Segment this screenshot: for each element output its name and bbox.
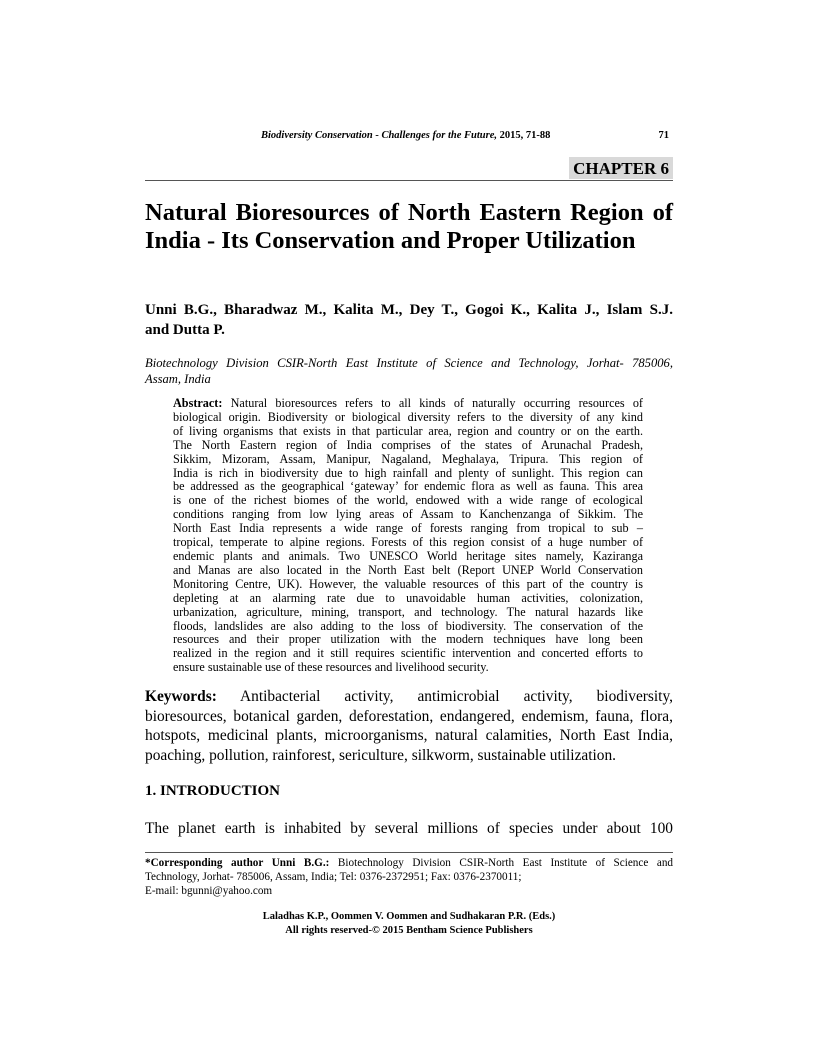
keywords-line: hotspots, medicinal plants, microorganisms, natural calamities, North East India,	[145, 727, 673, 744]
authors-line: and Dutta P.	[145, 322, 225, 338]
abstract-line: North East India represents a wide range of forests ranging from tropical to sub –	[173, 521, 643, 536]
abstract-line: is one of the richest biomes of the world, endowed with a wide range of ecological	[173, 493, 643, 508]
footnote	[145, 856, 673, 898]
journal-details: 2015, 71-88	[496, 130, 551, 141]
abstract-line: Sikkim, Mizoram, Assam, Manipur, Nagaland, Meghalaya, Tripura. This region of	[173, 451, 643, 466]
title-line: India - Its Conservation and Proper Utilization	[145, 227, 636, 254]
footnote-text: Biotechnology Division CSIR-North East Institute of Science and	[329, 857, 674, 869]
section-heading: 1. INTRODUCTION	[145, 783, 281, 799]
affiliation	[145, 355, 673, 387]
editors-line: Laladhas K.P., Oommen V. Oommen and Sudhakaran P.R. (Eds.)	[262, 911, 556, 922]
abstract-line: tropical, temperate to alpine regions. Forests of this region consist of a huge number of	[173, 535, 643, 550]
keywords-line	[145, 687, 673, 707]
chapter-label: CHAPTER 6	[569, 157, 673, 179]
title-line: Natural Bioresources of North Eastern Region of	[145, 199, 673, 226]
abstract-line: be addressed as the geographical ‘gateway’ for endemic flora as well as fauna. This area	[173, 479, 643, 494]
abstract-body	[173, 411, 643, 675]
abstract-line: India is rich in biodiversity due to high rainfall and plenty of sunlight. This region can	[173, 465, 643, 480]
running-head-citation	[261, 130, 550, 141]
abstract	[173, 397, 643, 675]
footnote-line: Technology, Jorhat- 785006, Assam, India; Tel: 0376-2372951; Fax: 0376-2370011;	[145, 871, 522, 883]
footnote-rule	[145, 852, 673, 853]
keywords-line: bioresources, botanical garden, deforestation, endangered, endemism, fauna, flora,	[145, 707, 673, 725]
running-head	[145, 130, 673, 144]
abstract-line: of living organisms that exists in that particular area, region and country or on the earth.	[173, 423, 643, 438]
body-text-line: The planet earth is inhabited by several millions of species under about 100	[145, 820, 673, 837]
affiliation-line: Assam, India	[145, 372, 211, 386]
abstract-line: floods, landslides are also adding to the loss of biodiversity. The conservation of the	[173, 618, 643, 633]
affiliation-line: Biotechnology Division CSIR-North East Institute of Science and Technology, Jorhat- 785006,	[145, 356, 673, 370]
abstract-line: endemic plants and animals. Two UNESCO World heritage sites namely, Kaziranga	[173, 548, 643, 563]
keywords-label: Keywords:	[145, 688, 217, 705]
abstract-line: conditions ranging from low lying areas of Assam to Kanchenzanga of Sikkim. The	[173, 507, 643, 522]
abstract-line: urbanization, agriculture, mining, transport, and technology. The natural hazards like	[173, 604, 643, 619]
footnote-label: *Corresponding author Unni B.G.:	[145, 857, 330, 869]
keywords-text: Antibacterial activity, antimicrobial activity, biodiversity,	[216, 688, 673, 705]
abstract-label: Abstract:	[173, 396, 223, 410]
footnote-line	[145, 856, 673, 870]
journal-name: Biodiversity Conservation - Challenges for the Future,	[261, 130, 497, 141]
header-rule	[145, 180, 673, 181]
paper-title	[145, 199, 673, 255]
authors	[145, 300, 673, 340]
authors-line: Unni B.G., Bharadwaz M., Kalita M., Dey T., Gogoi K., Kalita J., Islam S.J.	[145, 302, 673, 318]
abstract-line: ensure sustainable use of these resources and livelihood security.	[173, 660, 489, 675]
abstract-text: Natural bioresources refers to all kinds of naturally occurring resources of	[222, 396, 643, 410]
publisher-footer	[145, 910, 673, 937]
abstract-line: The North Eastern region of India comprises of the states of Arunachal Pradesh,	[173, 437, 643, 452]
keywords-line: poaching, pollution, rainforest, sericulture, silkworm, sustainable utilization.	[145, 746, 617, 764]
abstract-line: resources and their proper utilization with the modern techniques have long been	[173, 632, 643, 647]
abstract-line: realized in the region and it still requires scientific intervention and concerted efforts to	[173, 646, 643, 661]
page-number: 71	[658, 130, 669, 141]
footnote-line: E-mail: bgunni@yahoo.com	[145, 885, 273, 897]
abstract-line: depleting at an alarming rate due to unavoidable human activities, colonization,	[173, 590, 643, 605]
abstract-line	[173, 397, 643, 411]
abstract-line: Monitoring Centre, UK). However, the valuable resources of this part of the country is	[173, 576, 643, 591]
abstract-line: and Manas are also located in the North East belt (Report UNEP World Conservation	[173, 562, 643, 577]
copyright-line: All rights reserved-© 2015 Bentham Science Publishers	[285, 924, 533, 936]
abstract-line: biological origin. Biodiversity or biological diversity refers to the diversity of any kind	[173, 409, 643, 424]
keywords	[145, 687, 673, 765]
keywords-body	[145, 707, 673, 766]
